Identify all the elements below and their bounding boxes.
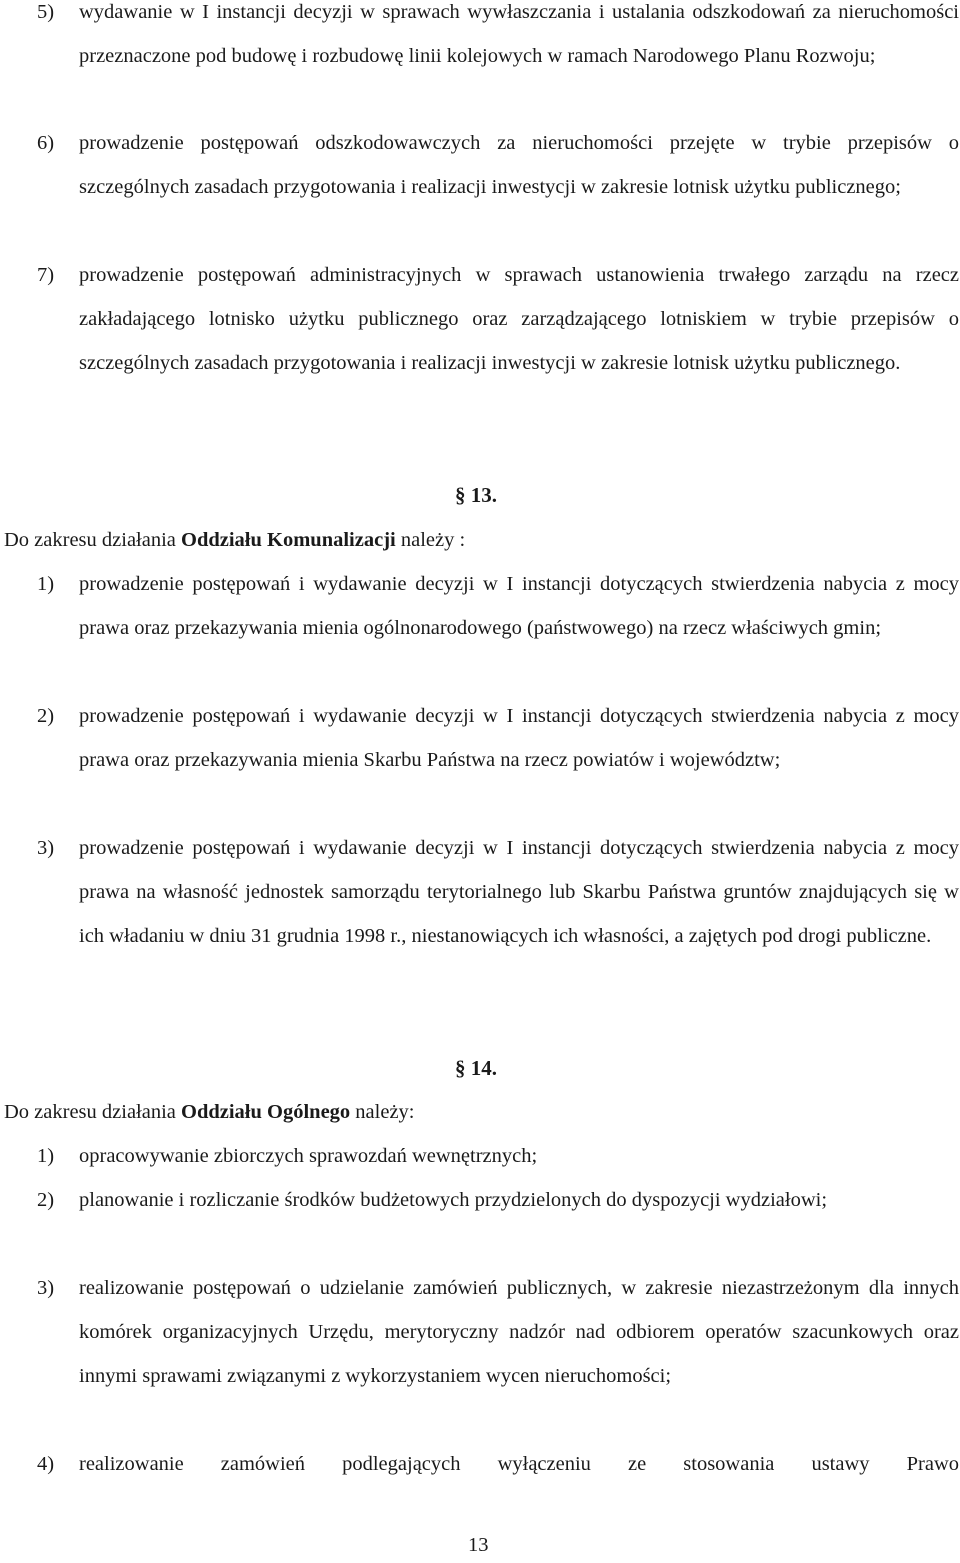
page-number: 13 [468,1534,489,1556]
intro-prefix: Do zakresu działania [4,529,182,551]
section-heading: § 13. [455,483,497,507]
intro-prefix: Do zakresu działania [4,1101,182,1123]
list-item-number: 5) [37,1,55,23]
list-item-text: opracowywanie zbiorczych sprawozdań wewnętrznych; [79,1145,538,1167]
list-item-text: realizowanie postępowań o udzielanie zamówień publicznych, w zakresie niezastrzeżonym dla innych komórek organizacyjnych Urzędu, merytoryczny nadzór nad odbiorem operatów szacunkowych oraz innymi sprawami związanymi z wykorzystaniem wycen nieruchomości; [79,1277,959,1387]
list-item-text: prowadzenie postępowań i wydawanie decyzji w I instancji dotyczących stwierdzenia nabycia z mocy prawa na własność jednostek samorządu terytorialnego lub Skarbu Państwa gruntów znajdujących się w ich władaniu w dniu 31 grudnia 1998 r., niestanowiących ich własności, a zajętych pod drogi publiczne. [79,837,959,947]
list-item-text: prowadzenie postępowań odszkodowawczych za nieruchomości przejęte w trybie przepisów o szczególnych zasadach przygotowania i realizacji inwestycji w zakresie lotnisk użytku publicznego; [79,132,959,198]
list-item-text: prowadzenie postępowań administracyjnych w sprawach ustanowienia trwałego zarządu na rzecz zakładającego lotnisko użytku publicznego oraz zarządzającego lotniskiem w trybie przepisów o szczególnych zasadach przygotowania i realizacji inwestycji w zakresie lotnisk użytku publicznego. [79,264,959,374]
department-name: Oddziału Komunalizacji [181,529,396,551]
list-item-text: prowadzenie postępowań i wydawanie decyzji w I instancji dotyczących stwierdzenia nabycia z mocy prawa oraz przekazywania mienia Skarbu Państwa na rzecz powiatów i województw; [79,705,959,771]
list-item-number: 6) [37,132,55,154]
list-item-text: wydawanie w I instancji decyzji w sprawach wywłaszczania i ustalania odszkodowań za nieruchomości przeznaczone pod budowę i rozbudowę linii kolejowych w ramach Narodowego Planu Rozwoju; [79,1,959,67]
list-item-number: 7) [37,264,55,286]
list-item-number: 2) [37,705,55,727]
list-item-text: realizowanie zamówień podlegających wyłączeniu ze stosowania ustawy Prawo [79,1453,959,1475]
list-item-text: planowanie i rozliczanie środków budżetowych przydzielonych do dyspozycji wydziałowi; [79,1189,828,1211]
section-heading: § 14. [455,1056,497,1080]
list-item-number: 1) [37,573,55,595]
intro-suffix: należy: [350,1101,415,1123]
department-name: Oddziału Ogólnego [181,1101,351,1123]
list-item-number: 3) [37,1277,55,1299]
section-intro [4,518,465,562]
list-item-number: 2) [37,1189,55,1211]
intro-suffix: należy : [395,529,466,551]
list-item-number: 1) [37,1145,55,1167]
list-item-number: 4) [37,1453,55,1475]
section-intro [4,1090,415,1134]
list-item-number: 3) [37,837,55,859]
list-item-text: prowadzenie postępowań i wydawanie decyzji w I instancji dotyczących stwierdzenia nabycia z mocy prawa oraz przekazywania mienia ogólnonarodowego (państwowego) na rzecz właściwych gmin; [79,573,959,639]
